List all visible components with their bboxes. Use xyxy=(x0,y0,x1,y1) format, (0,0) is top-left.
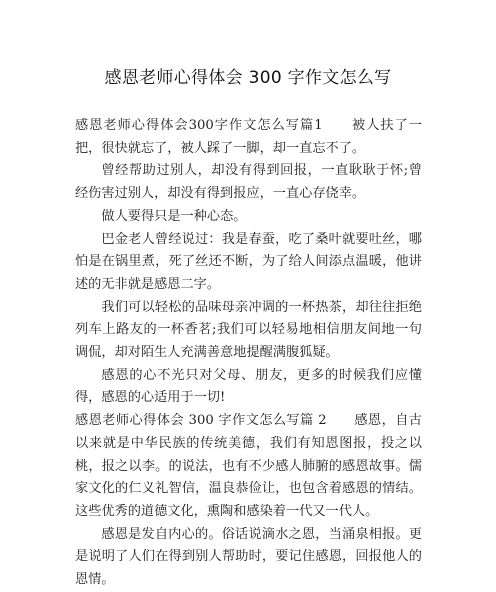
document-title: 感恩老师心得体会 300 字作文怎么写 xyxy=(104,68,392,88)
paragraph: 感恩的心不光只对父母、朋友，更多的时候我们应懂得，感恩的心适用于一切! xyxy=(75,367,422,406)
paragraph: 巴金老人曾经说过：我是春蚕，吃了桑叶就要吐丝，哪怕是在锅里煮，死了丝还不断，为了给人间添点温暖，他讲述的无非就是感恩二字。 xyxy=(75,231,422,292)
paragraph: 曾经帮助过别人，却没有得到回报，一直耿耿于怀;曾经伤害过别人，却没有得到报应，一直心存侥幸。 xyxy=(75,163,422,202)
paragraph: 感恩是发自内心的。俗话说滴水之恩，当涌泉相报。更是说明了人们在得到别人帮助时，要记住感恩，回报他人的恩情。 xyxy=(75,526,422,588)
paragraph: 我们可以轻松的品味母亲冲调的一杯热茶，却往往拒绝列车上路友的一杯香茗;我们可以轻易地相信朋友间地一句调侃，却对陌生人充满善意地提醒满腹狐疑。 xyxy=(75,299,422,361)
paragraph: 做人要得只是一种心态。 xyxy=(101,208,247,224)
paragraph: 感恩老师心得体会300字作文怎么写篇1 被人扶了一把，很快就忘了，被人踩了一脚，却一直忘不了。 xyxy=(75,118,422,156)
document-body xyxy=(75,115,422,592)
paragraph: 感恩老师心得体会 300 字作文怎么写篇 2 感恩，自古以来就是中华民族的传统美德，我们有知恩图报，投之以桃，报之以李。的说法，也有不少感人肺腑的感恩故事。儒家文化的仁义礼智信，温良恭俭让，也包含着感恩的情结。这些优秀的道德文化，熏陶和感染着一代又一代人。 xyxy=(75,413,422,519)
